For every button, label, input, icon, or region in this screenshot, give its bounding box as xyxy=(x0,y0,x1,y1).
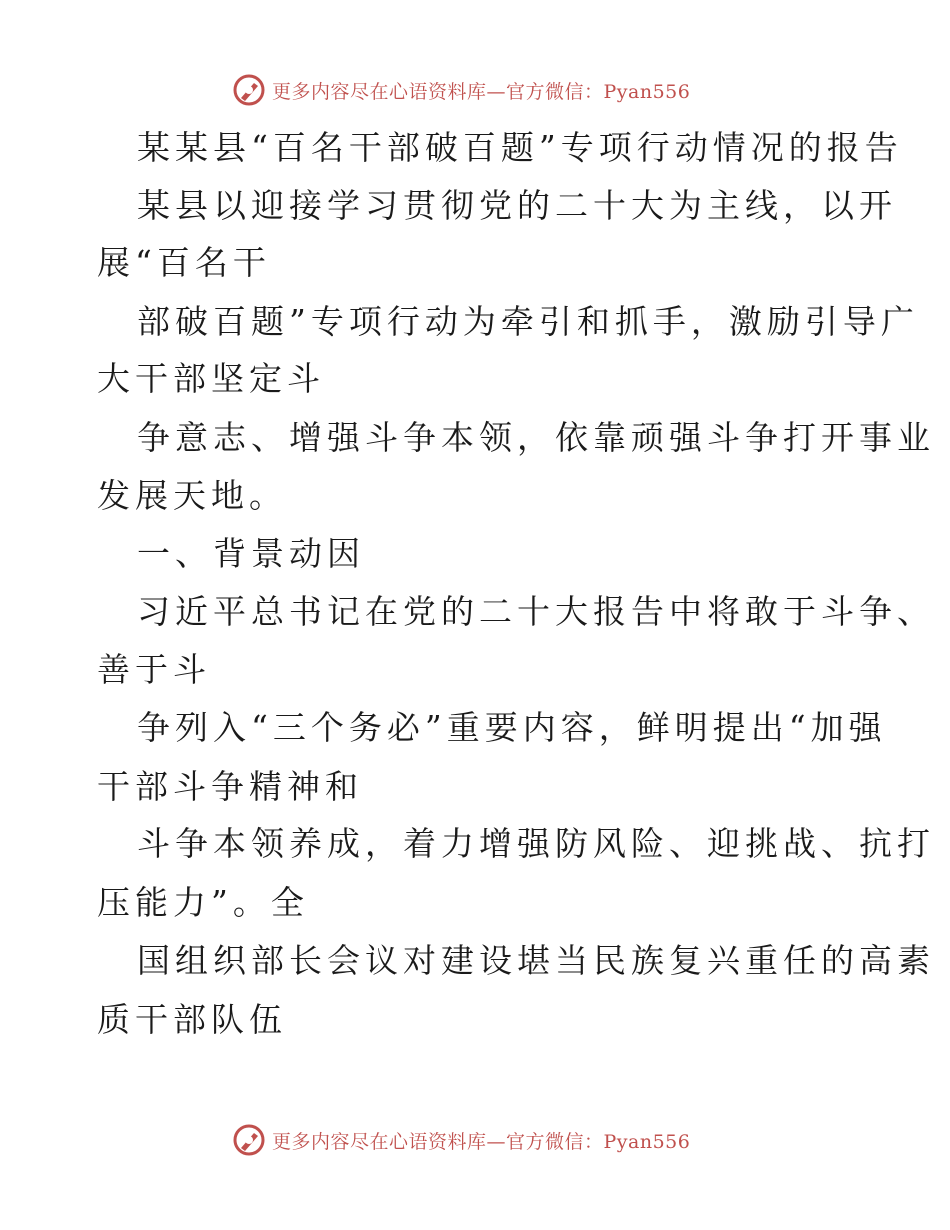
paragraph-line: 某县以迎接学习贯彻党的二十大为主线，以开 xyxy=(137,186,897,225)
paragraph-line: 发展天地。 xyxy=(97,476,287,515)
paragraph-line: 干部斗争精神和 xyxy=(97,767,363,806)
paragraph-line: 压能力”。全 xyxy=(97,883,309,922)
header-watermark-banner xyxy=(232,70,690,110)
paragraph-line: 善于斗 xyxy=(97,650,211,689)
paragraph-line: 质干部队伍 xyxy=(97,1000,287,1039)
document-title: 某某县“百名干部破百题”专项行动情况的报告 xyxy=(137,128,903,167)
paragraph-line: 大干部坚定斗 xyxy=(97,359,325,398)
watermark-text: 更多内容尽在心语资料库—官方微信：Pyan556 xyxy=(272,80,691,103)
paragraph-line: 展“百名干 xyxy=(97,243,271,282)
paragraph-line: 争意志、增强斗争本领，依靠顽强斗争打开事业 xyxy=(137,418,935,457)
section-heading: 一、背景动因 xyxy=(137,534,365,573)
pen-logo-icon xyxy=(232,73,266,107)
watermark-text: 更多内容尽在心语资料库—官方微信：Pyan556 xyxy=(272,1130,691,1153)
paragraph-line: 习近平总书记在党的二十大报告中将敢于斗争、 xyxy=(137,592,935,631)
pen-logo-icon xyxy=(232,1123,266,1157)
footer-watermark-banner xyxy=(232,1120,690,1160)
paragraph-line: 斗争本领养成，着力增强防风险、迎挑战、抗打 xyxy=(137,824,935,863)
paragraph-line: 国组织部长会议对建设堪当民族复兴重任的高素 xyxy=(137,941,935,980)
paragraph-line: 争列入“三个务必”重要内容，鲜明提出“加强 xyxy=(137,708,887,747)
paragraph-line: 部破百题”专项行动为牵引和抓手，激励引导广 xyxy=(137,302,919,341)
